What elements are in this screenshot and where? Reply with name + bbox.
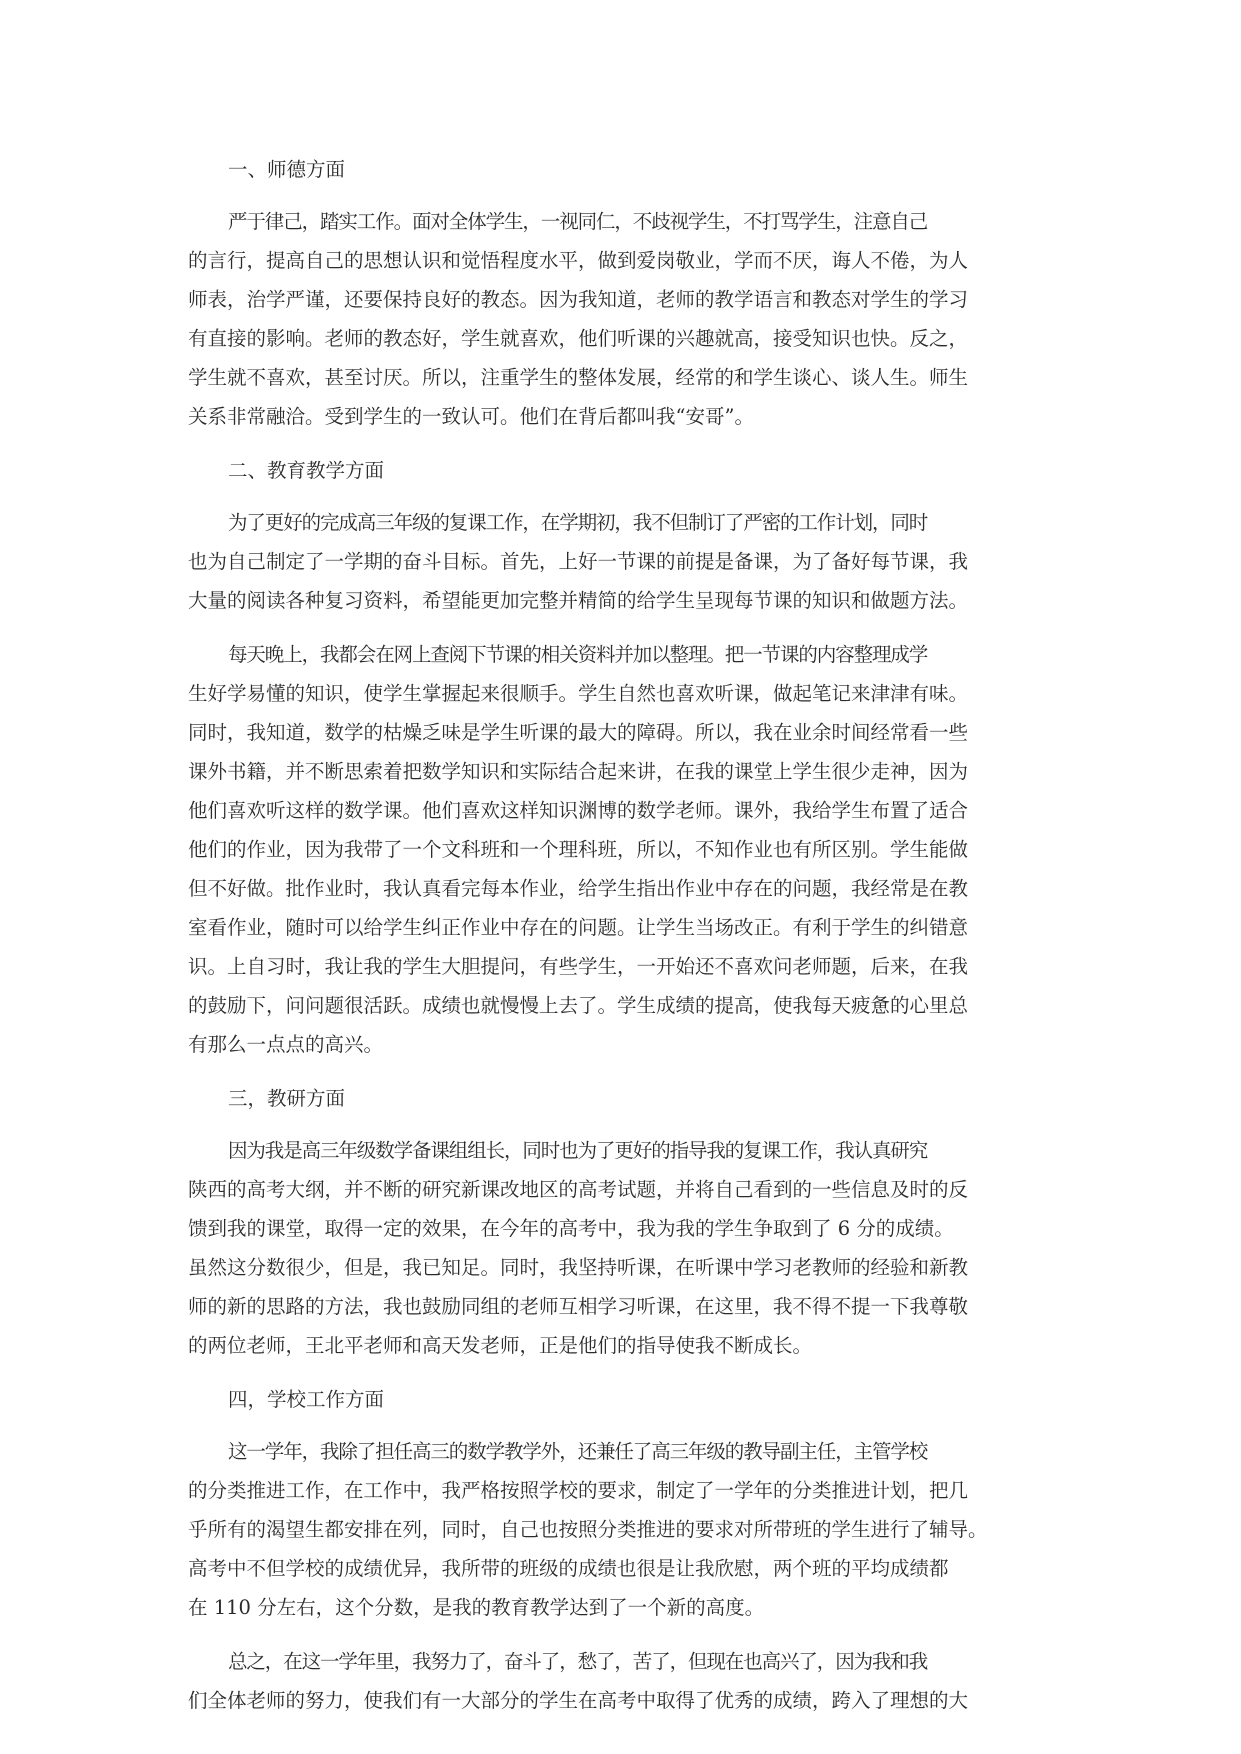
text-line: 为了更好的完成高三年级的复课工作，在学期初，我不但制订了严密的工作计划，同时 [228, 511, 928, 534]
text-line: 大量的阅读各种复习资料，希望能更加完整并精简的给学生呈现每节课的知识和做题方法。 [188, 589, 969, 612]
section-heading: 四，学校工作方面 [228, 1388, 385, 1411]
paragraph [188, 635, 1058, 1064]
text-line: 他们的作业，因为我带了一个文科班和一个理科班，所以，不知作业也有所区别。学生能做 [188, 838, 969, 861]
text-line: 师表，治学严谨，还要保持良好的教态。因为我知道，老师的教学语言和教态对学生的学习 [188, 288, 969, 311]
text-line: 乎所有的渴望生都安排在列，同时，自己也按照分类推进的要求对所带班的学生进行了辅导。 [188, 1518, 988, 1541]
text-line: 但不好做。批作业时，我认真看完每本作业，给学生指出作业中存在的问题，我经常是在教 [188, 877, 969, 900]
paragraph [188, 1131, 1058, 1365]
paragraph [188, 1642, 1058, 1720]
text-line: 的两位老师，王北平老师和高天发老师，正是他们的指导使我不断成长。 [188, 1334, 813, 1357]
text-line: 馈到我的课堂，取得一定的效果，在今年的高考中，我为我的学生争取到了 6 分的成绩。 [188, 1217, 954, 1240]
section-heading: 一、师德方面 [228, 158, 346, 181]
text-line: 生好学易懂的知识，使学生掌握起来很顺手。学生自然也喜欢听课，做起笔记来津津有味。 [188, 682, 969, 705]
text-line: 在 110 分左右，这个分数，是我的教育教学达到了一个新的高度。 [188, 1596, 765, 1619]
text-line: 学生就不喜欢，甚至讨厌。所以，注重学生的整体发展，经常的和学生谈心、谈人生。师生 [188, 366, 969, 389]
text-line: 这一学年，我除了担任高三的数学教学外，还兼任了高三年级的教导副主任，主管学校 [228, 1440, 928, 1463]
text-line: 识。上自习时，我让我的学生大胆提问，有些学生，一开始还不喜欢问老师题，后来，在我 [188, 955, 969, 978]
text-line: 因为我是高三年级数学备课组组长，同时也为了更好的指导我的复课工作，我认真研究 [228, 1139, 928, 1162]
text-line: 们全体老师的努力，使我们有一大部分的学生在高考中取得了优秀的成绩，跨入了理想的大 [188, 1689, 969, 1712]
text-line: 师的新的思路的方法，我也鼓励同组的老师互相学习听课，在这里，我不得不提一下我尊敬 [188, 1295, 969, 1318]
text-line: 总之，在这一学年里，我努力了，奋斗了，愁了，苦了，但现在也高兴了，因为我和我 [228, 1650, 928, 1673]
text-line: 的鼓励下，问问题很活跃。成绩也就慢慢上去了。学生成绩的提高，使我每天疲惫的心里总 [188, 994, 969, 1017]
text-line: 严于律己，踏实工作。面对全体学生，一视同仁，不歧视学生，不打骂学生，注意自己 [228, 210, 928, 233]
section-heading: 二、教育教学方面 [228, 459, 385, 482]
section-heading: 三，教研方面 [228, 1087, 346, 1110]
text-line: 高考中不但学校的成绩优异，我所带的班级的成绩也很是让我欣慰，两个班的平均成绩都 [188, 1557, 949, 1580]
text-line: 室看作业，随时可以给学生纠正作业中存在的问题。让学生当场改正。有利于学生的纠错意 [188, 916, 969, 939]
paragraph [188, 503, 1058, 620]
text-line: 他们喜欢听这样的数学课。他们喜欢这样知识渊博的数学老师。课外，我给学生布置了适合 [188, 799, 969, 822]
text-line: 每天晚上，我都会在网上查阅下节课的相关资料并加以整理。把一节课的内容整理成学 [228, 643, 928, 666]
text-line: 虽然这分数很少，但是，我已知足。同时，我坚持听课，在听课中学习老教师的经验和新教 [188, 1256, 969, 1279]
text-line: 有那么一点点的高兴。 [188, 1033, 384, 1056]
text-line: 关系非常融洽。受到学生的一致认可。他们在背后都叫我“安哥”。 [188, 405, 754, 428]
text-line: 同时，我知道，数学的枯燥乏味是学生听课的最大的障碍。所以，我在业余时间经常看一些 [188, 721, 969, 744]
text-line: 的分类推进工作，在工作中，我严格按照学校的要求，制定了一学年的分类推进计划，把几 [188, 1479, 969, 1502]
text-line: 也为自己制定了一学期的奋斗目标。首先，上好一节课的前提是备课，为了备好每节课，我 [188, 550, 969, 573]
paragraph [188, 202, 1058, 436]
text-line: 的言行，提高自己的思想认识和觉悟程度水平，做到爱岗敬业，学而不厌，诲人不倦，为人 [188, 249, 969, 272]
text-line: 陕西的高考大纲，并不断的研究新课改地区的高考试题，并将自己看到的一些信息及时的反 [188, 1178, 969, 1201]
document-body [188, 150, 1058, 1735]
text-line: 有直接的影响。老师的教态好，学生就喜欢，他们听课的兴趣就高，接受知识也快。反之， [188, 327, 969, 350]
paragraph [188, 1432, 1058, 1627]
text-line: 课外书籍，并不断思索着把数学知识和实际结合起来讲，在我的课堂上学生很少走神，因为 [188, 760, 969, 783]
